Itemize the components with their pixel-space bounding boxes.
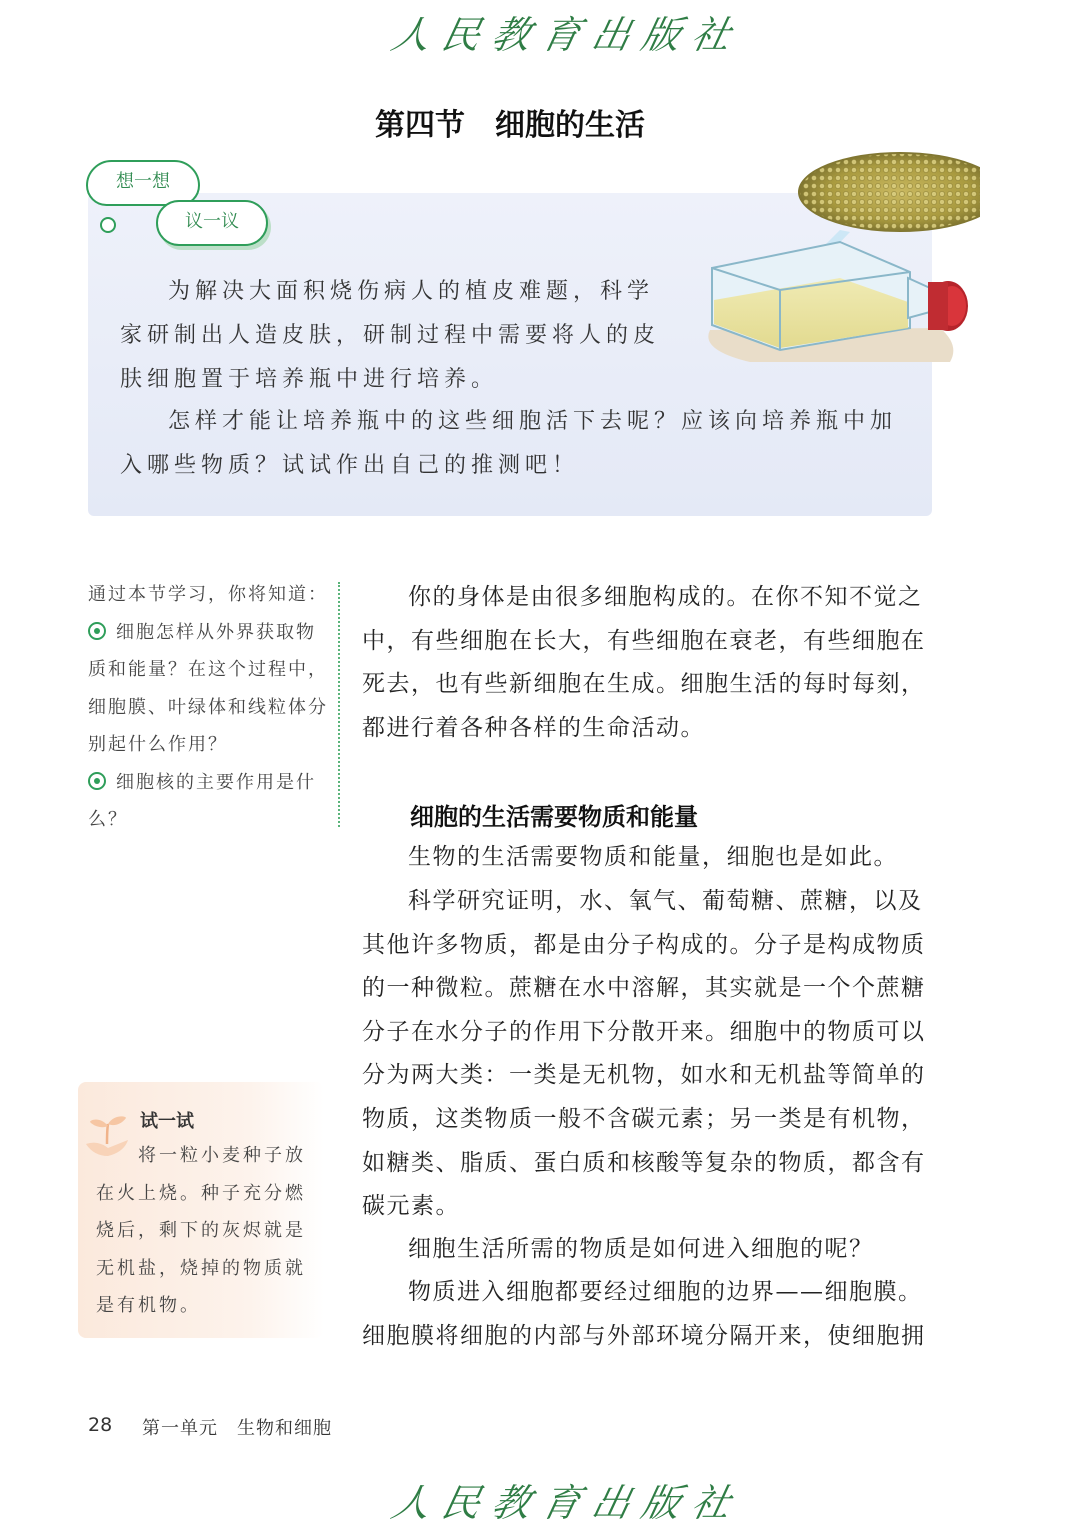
intro-paragraph: 你的身体是由很多细胞构成的。在你不知不觉之中，有些细胞在长大，有些细胞在衰老，有些细胞在死去，也有些新细胞在生成。细胞生活的每时每刻，都进行着各种各样的生命活动。 [362,584,926,741]
objective-text: 细胞怎样从外界获取物质和能量？在这个过程中，细胞膜、叶绿体和线粒体分别起什么作用？ [88,621,328,755]
try-it-title: 试一试 [140,1111,194,1132]
think-paragraph-2: 怎样才能让培养瓶中的这些细胞活下去呢？应该向培养瓶中加入哪些物质？试试作出自己的推测吧！ [120,409,898,478]
subsection-heading: 细胞的生活需要物质和能量 [410,803,698,831]
thought-bubble-dot-icon [100,217,116,233]
section-title: 第四节 细胞的生活 [375,108,645,143]
target-bullet-icon [88,772,106,790]
publisher-logo-footer: 人民教育出版社 [387,1481,747,1525]
target-bullet-icon [88,622,106,640]
try-it-text: 将一粒小麦种子放在火上烧。种子充分燃烧后，剩下的灰烬就是无机盐，烧掉的物质就是有机物。 [96,1145,306,1316]
page-number: 28 [88,1414,113,1436]
body-paragraph: 物质进入细胞都要经过细胞的边界——细胞膜。细胞膜将细胞的内部与外部环境分隔开来，使细胞拥 [362,1279,926,1349]
publisher-logo: 人民教育出版社 [387,13,747,57]
body-paragraph: 科学研究证明，水、氧气、葡萄糖、蔗糖，以及其他许多物质，都是由分子构成的。分子是构成物质的一种微粒。蔗糖在水中溶解，其实就是一个个蔗糖分子在水分子的作用下分散开来。细胞中的物质可以分为两大类：一类是无机物，如水和无机盐等简单的物质，这类物质一般不含碳元素；另一类是有机物，如糖类、脂质、蛋白质和核酸等复杂的物质，都含有碳元素。 [362,888,926,1220]
objective-text: 细胞核的主要作用是什么？ [88,771,316,830]
discuss-label-cloud: 议一议 [156,200,268,246]
margin-divider [338,582,340,827]
objectives-intro: 通过本节学习，你将知道： [88,584,328,605]
think-label-cloud: 想一想 [86,160,200,206]
learning-objectives [88,576,328,839]
objective-item [88,614,328,764]
think-paragraph-1: 为解决大面积烧伤病人的植皮难题，科学家研制出人造皮肤，研制过程中需要将人的皮肤细胞置于培养瓶中进行培养。 [120,279,661,392]
unit-label: 第一单元 生物和细胞 [142,1418,332,1439]
culture-flask-illustration [690,150,980,370]
body-paragraph: 细胞生活所需的物质是如何进入细胞的呢？ [408,1236,874,1262]
body-paragraph: 生物的生活需要物质和能量，细胞也是如此。 [408,844,898,870]
objective-item [88,764,328,839]
